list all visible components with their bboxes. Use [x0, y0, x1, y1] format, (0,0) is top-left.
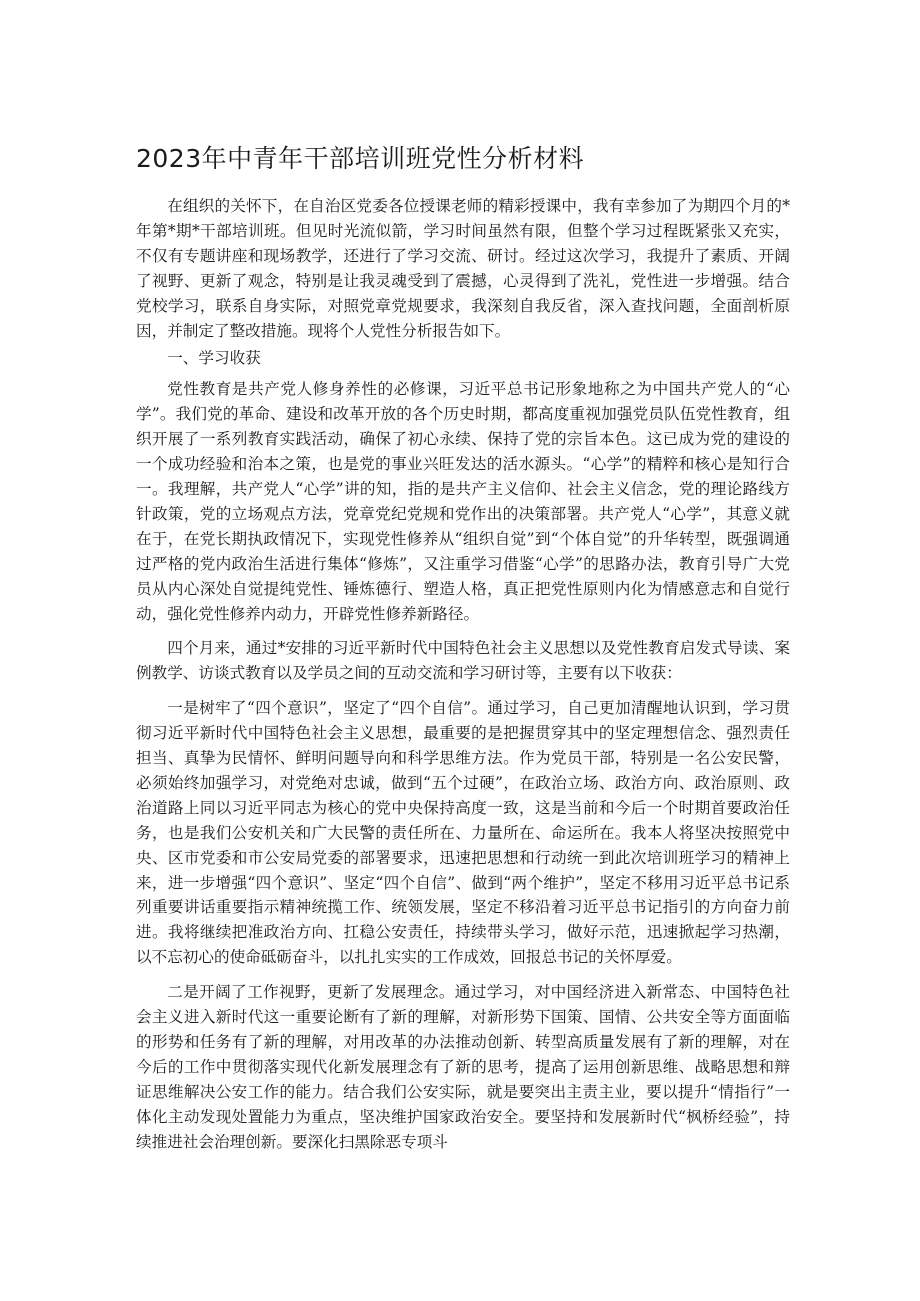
body-paragraph: 党性教育是共产党人修身养性的必修课，习近平总书记形象地称之为中国共产党人的“心学”。我们党的革命、建设和改革开放的各个历史时期，都高度重视加强党员队伍党性教育，组织开展了一系列教育实践活动，确保了初心永续、保持了党的宗旨本色。这已成为党的建设的一个成功经验和治本之策，也是党的事业兴旺发达的活水源头。“心学”的精粹和核心是知行合一。我理解，共产党人“心学”讲的知，指的是共产主义信仰、社会主义信念，党的理论路线方针政策，党的立场观点方法，党章党纪党规和党作出的决策部署。共产党人“心学”，其意义就在于，在党长期执政情况下，实现党性修养从“组织自觉”到“个体自觉”的升华转型，既强调通过严格的党内政治生活进行集体“修炼”，又注重学习借鉴“心学”的思路办法，教育引导广大党员从内心深处自觉提纯党性、锤炼德行、塑造人格，真正把党性原则内化为情感意志和自觉行动，强化党性修养内动力，开辟党性修养新路径。 — [136, 380, 790, 623]
body-paragraph: 一是树牢了“四个意识”，坚定了“四个自信”。通过学习，自己更加清醒地认识到，学习贯彻习近平新时代中国特色社会主义思想，最重要的是把握贯穿其中的坚定理想信念、强烈责任担当、真挚为民情怀、鲜明问题导向和科学思维方法。作为党员干部，特别是一名公安民警，必须始终加强学习，对党绝对忠诚，做到“五个过硬”，在政治立场、政治方向、政治原则、政治道路上同以习近平同志为核心的党中央保持高度一致，这是当前和今后一个时期首要政治任务，也是我们公安机关和广大民警的责任所在、力量所在、命运所在。我本人将坚决按照党中央、区市党委和市公安局党委的部署要求，迅速把思想和行动统一到此次培训班学习的精神上来，进一步增强“四个意识”、坚定“四个自信”、做到“两个维护”，坚定不移用习近平总书记系列重要讲话重要指示精神统揽工作、统领发展，坚定不移沿着习近平总书记指引的方向奋力前进。我将继续把准政治方向、扛稳公安责任，持续带头学习，做好示范，迅速掀起学习热潮，以不忘初心的使命砥砺奋斗，以扎扎实实的工作成效，回报总书记的关怀厚爱。 — [136, 699, 790, 967]
document-page — [136, 0, 790, 1301]
body-paragraph: 二是开阔了工作视野，更新了发展理念。通过学习，对中国经济进入新常态、中国特色社会主义进入新时代这一重要论断有了新的理解，对新形势下国策、国情、公共安全等方面面临的形势和任务有了新的理解，对用改革的办法推动创新、转型高质量发展有了新的理解，对在今后的工作中贯彻落实现代化新发展理念有了新的思考，提高了运用创新思维、战略思想和辩证思维解决公安工作的能力。结合我们公安实际，就是要突出主责主业，要以提升“情指行”一体化主动发现处置能力为重点，坚决维护国家政治安全。要坚持和发展新时代“枫桥经验”，持续推进社会治理创新。要深化扫黑除恶专项斗 — [136, 983, 790, 1151]
document-title: 2023年中青年干部培训班党性分析材料 — [136, 144, 585, 173]
body-paragraph: 四个月来，通过*安排的习近平新时代中国特色社会主义思想以及党性教育启发式导读、案例教学、访谈式教育以及学员之间的互动交流和学习研讨等，主要有以下收获： — [136, 639, 790, 683]
document-body — [136, 194, 790, 1158]
section-heading-learning-gains: 一、学习收获 — [167, 349, 261, 368]
intro-paragraph: 在组织的关怀下，在自治区党委各位授课老师的精彩授课中，我有幸参加了为期四个月的*年第*期*干部培训班。但见时光流似箭，学习时间虽然有限，但整个学习过程既紧张又充实，不仅有专题讲座和现场教学，还进行了学习交流、研讨。经过这次学习，我提升了素质、开阔了视野、更新了观念，特别是让我灵魂受到了震撼，心灵得到了洗礼，党性进一步增强。结合党校学习，联系自身实际，对照党章党规要求，我深刻自我反省，深入查找问题，全面剖析原因，并制定了整改措施。现将个人党性分析报告如下。 — [136, 197, 790, 340]
